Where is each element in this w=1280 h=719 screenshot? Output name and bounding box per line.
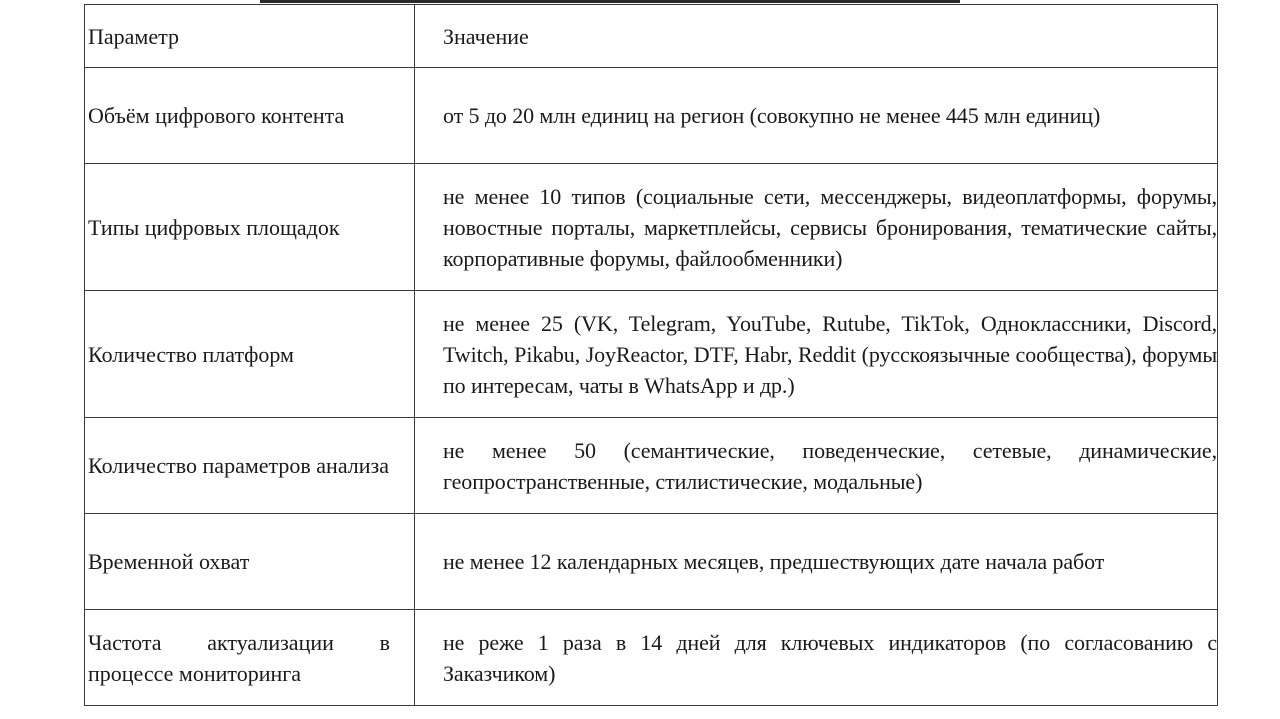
table-row <box>85 514 1218 610</box>
table-row <box>85 291 1218 418</box>
param-cell <box>85 68 415 164</box>
param-text: Типы цифровых площадок <box>88 214 340 240</box>
previous-line-fragment <box>260 0 960 3</box>
param-text: Количество платформ <box>88 341 294 367</box>
table-header-row <box>85 5 1218 68</box>
header-value-cell <box>415 5 1218 68</box>
value-text: не реже 1 раза в 14 дней для ключевых индикаторов (по согласованию с Заказчиком) <box>443 629 1217 686</box>
value-cell <box>415 610 1218 706</box>
value-text: не менее 25 (VK, Telegram, YouTube, Rutube, TikTok, Одноклассники, Discord, Twitch, Pikabu, JoyReactor, DTF, Habr, Reddit (русскоязычные сообщества), форумы по интересам, чаты в WhatsApp и др.) <box>443 310 1217 398</box>
table-row <box>85 164 1218 291</box>
header-param-cell <box>85 5 415 68</box>
param-text: Объём цифрового контента <box>88 103 345 128</box>
value-cell <box>415 68 1218 164</box>
value-text: не менее 12 календарных месяцев, предшествующих дате начала работ <box>443 549 1105 574</box>
header-param-label: Параметр <box>88 23 179 49</box>
param-cell <box>85 514 415 610</box>
value-text: от 5 до 20 млн единиц на регион (совокупно не менее 445 млн единиц) <box>443 103 1101 128</box>
value-text: не менее 10 типов (социальные сети, мессенджеры, видеоплатформы, форумы, новостные порталы, маркетплейсы, сервисы бронирования, тематические сайты, корпоративные форумы, файлообменники) <box>443 183 1217 271</box>
table-row <box>85 418 1218 514</box>
param-cell <box>85 610 415 706</box>
value-cell <box>415 291 1218 418</box>
header-value-label: Значение <box>443 23 529 49</box>
value-cell <box>415 514 1218 610</box>
param-text: Частота актуализации в процессе мониторинга <box>88 629 390 686</box>
param-cell <box>85 291 415 418</box>
param-cell <box>85 164 415 291</box>
param-text: Временной охват <box>88 549 250 574</box>
value-text: не менее 50 (семантические, поведенческие, сетевые, динамические, геопространственные, стилистические, модальные) <box>443 437 1217 494</box>
param-cell <box>85 418 415 514</box>
value-cell <box>415 418 1218 514</box>
value-cell <box>415 164 1218 291</box>
table-row <box>85 68 1218 164</box>
param-text: Количество параметров анализа <box>88 453 389 478</box>
table-row <box>85 610 1218 706</box>
parameters-table <box>84 4 1218 706</box>
